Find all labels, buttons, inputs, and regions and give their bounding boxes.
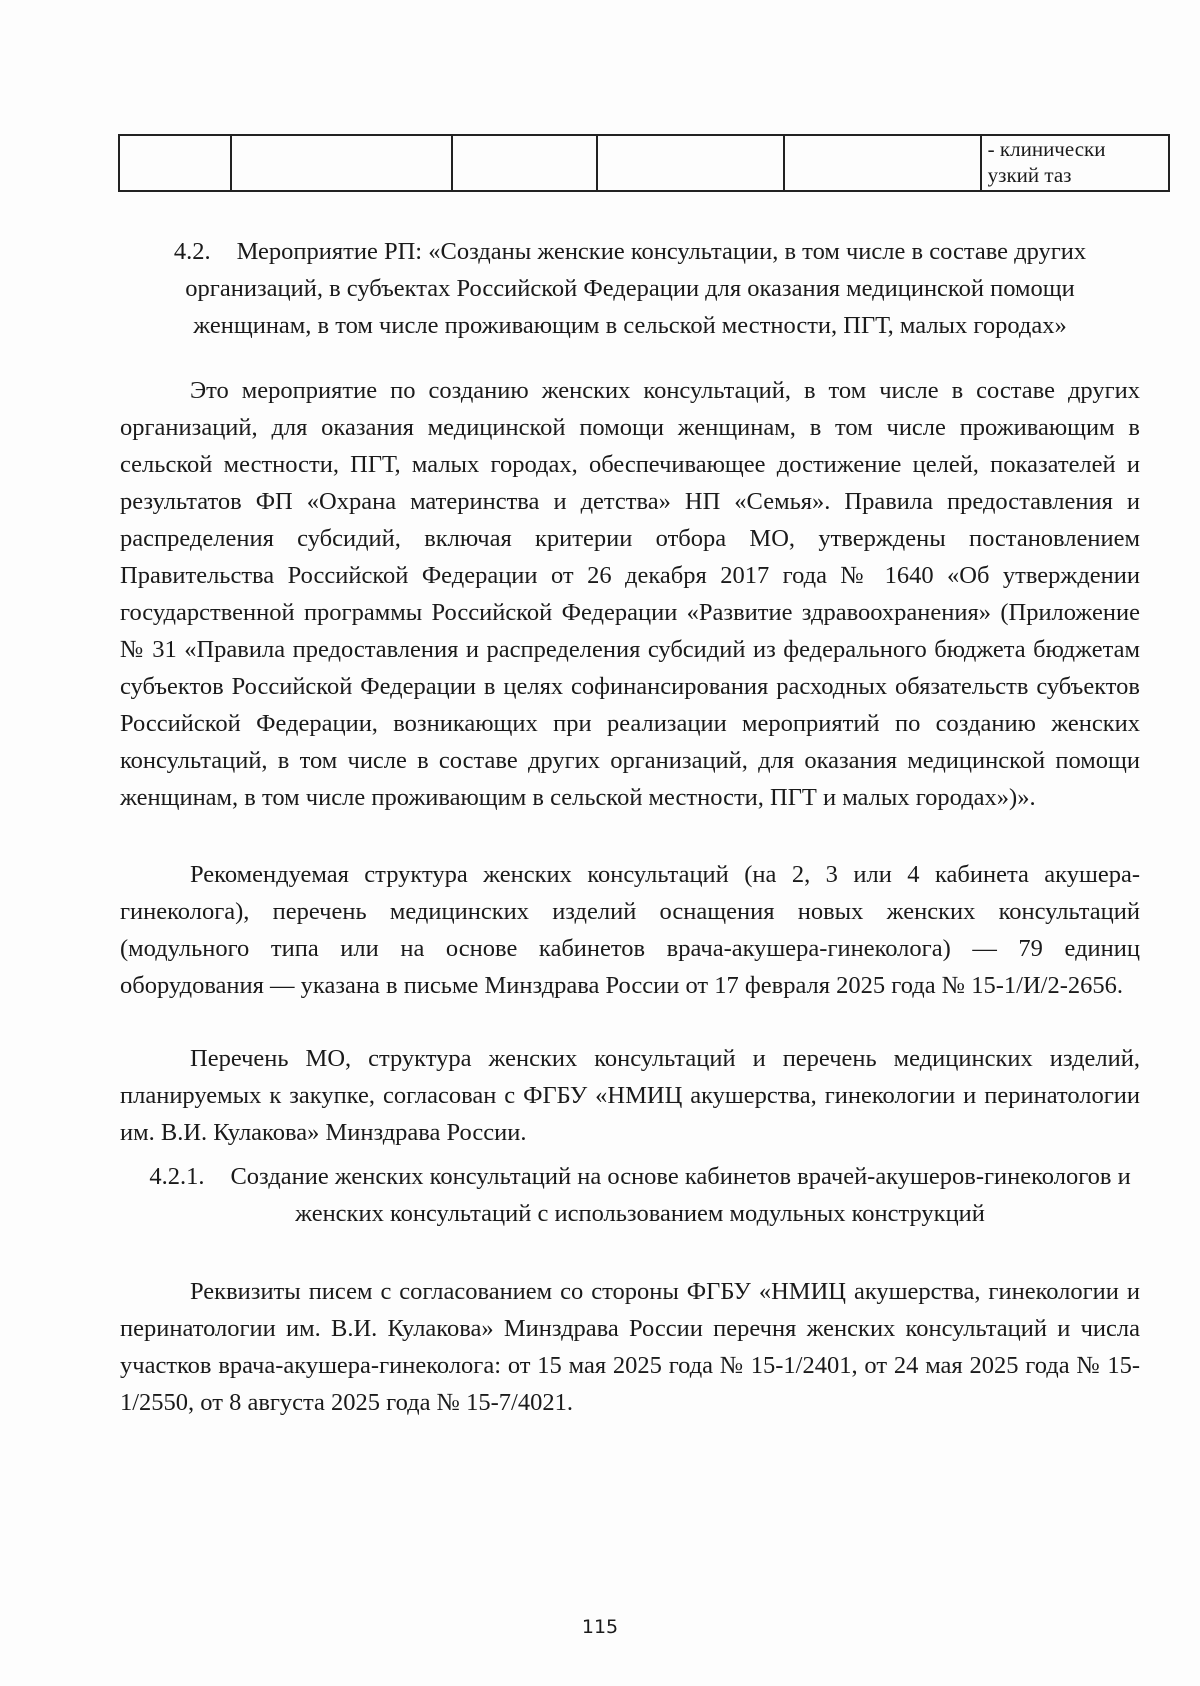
cell-line: - клинически: [987, 137, 1106, 161]
table-cell: [231, 135, 453, 191]
paragraph-requisites: Реквизиты писем с согласованием со стороны ФГБУ «НМИЦ акушерства, гинекологии и перинатологии им. В.И. Кулакова» Минздрава России перечня женских консультаций и числа участков врача-акушера-гинеколога: от 15 мая 2025 года № 15-1/2401, от 24 мая 2025 года № 15-1/2550, от 8 августа 2025 года № 15-7/4021.: [120, 1278, 1140, 1416]
table-cell: [784, 135, 981, 191]
paragraph-agreement: Перечень МО, структура женских консультаций и перечень медицинских изделий, планируемых к закупке, согласован с ФГБУ «НМИЦ акушерства, гинекологии и перинатологии им. В.И. Кулакова» Минздрава России.: [120, 1045, 1140, 1146]
section-heading-4-2-1: [120, 1158, 1160, 1232]
table-cell: [452, 135, 597, 191]
paragraph-intro: Это мероприятие по созданию женских консультаций, в том числе в составе других организаций, для оказания медицинской помощи женщинам, в том числе проживающим в сельской местности, ПГТ, малых городах, обеспечивающее достижение целей, показателей и результатов ФП «Охрана материнства и детства» НП «Семья». Правила предоставления и распределения субсидий, включая критерии отбора МО, утверждены постановлением Правительства Российской Федерации от 26 декабря 2017 года № 1640 «Об утверждении государственной программы Российской Федерации «Развитие здравоохранения» (Приложение № 31 «Правила предоставления и распределения субсидий из федерального бюджета бюджетам субъектов Российской Федерации в целях софинансирования расходных обязательств субъектов Российской Федерации, возникающих при реализации мероприятий по созданию женских консультаций, в том числе в составе других организаций, для оказания медицинской помощи женщинам, в том числе проживающим в сельской местности, ПГТ и малых городах»)».: [120, 377, 1140, 811]
table-row: [119, 135, 1169, 191]
page-number: 115: [581, 1616, 619, 1638]
section-number: 4.2.: [173, 238, 211, 265]
section-title: Мероприятие РП: «Созданы женские консультации, в том числе в составе других организаций, в субъектах Российской Федерации для оказания медицинской помощи женщинам, в том числе проживающим в сельской местности, ПГТ, малых городах»: [185, 238, 1087, 339]
section-heading-4-2: [130, 233, 1130, 344]
section-title: Создание женских консультаций на основе кабинетов врачей-акушеров-гинекологов и женских консультаций с использованием модульных конструкций: [230, 1163, 1131, 1227]
table-cell: [119, 135, 231, 191]
cell-line: узкий таз: [987, 163, 1072, 187]
paragraph-structure: Рекомендуемая структура женских консультаций (на 2, 3 или 4 кабинета акушера-гинеколога), перечень медицинских изделий оснащения новых женских консультаций (модульного типа или на основе кабинетов врача-акушера-гинеколога) — 79 единиц оборудования — указана в письме Минздрава России от 17 февраля 2025 года № 15-1/И/2-2656.: [120, 861, 1140, 999]
section-number: 4.2.1.: [149, 1163, 205, 1190]
table-cell: [597, 135, 783, 191]
table-cell-clinical: [981, 135, 1169, 191]
table-fragment: [118, 134, 1170, 192]
